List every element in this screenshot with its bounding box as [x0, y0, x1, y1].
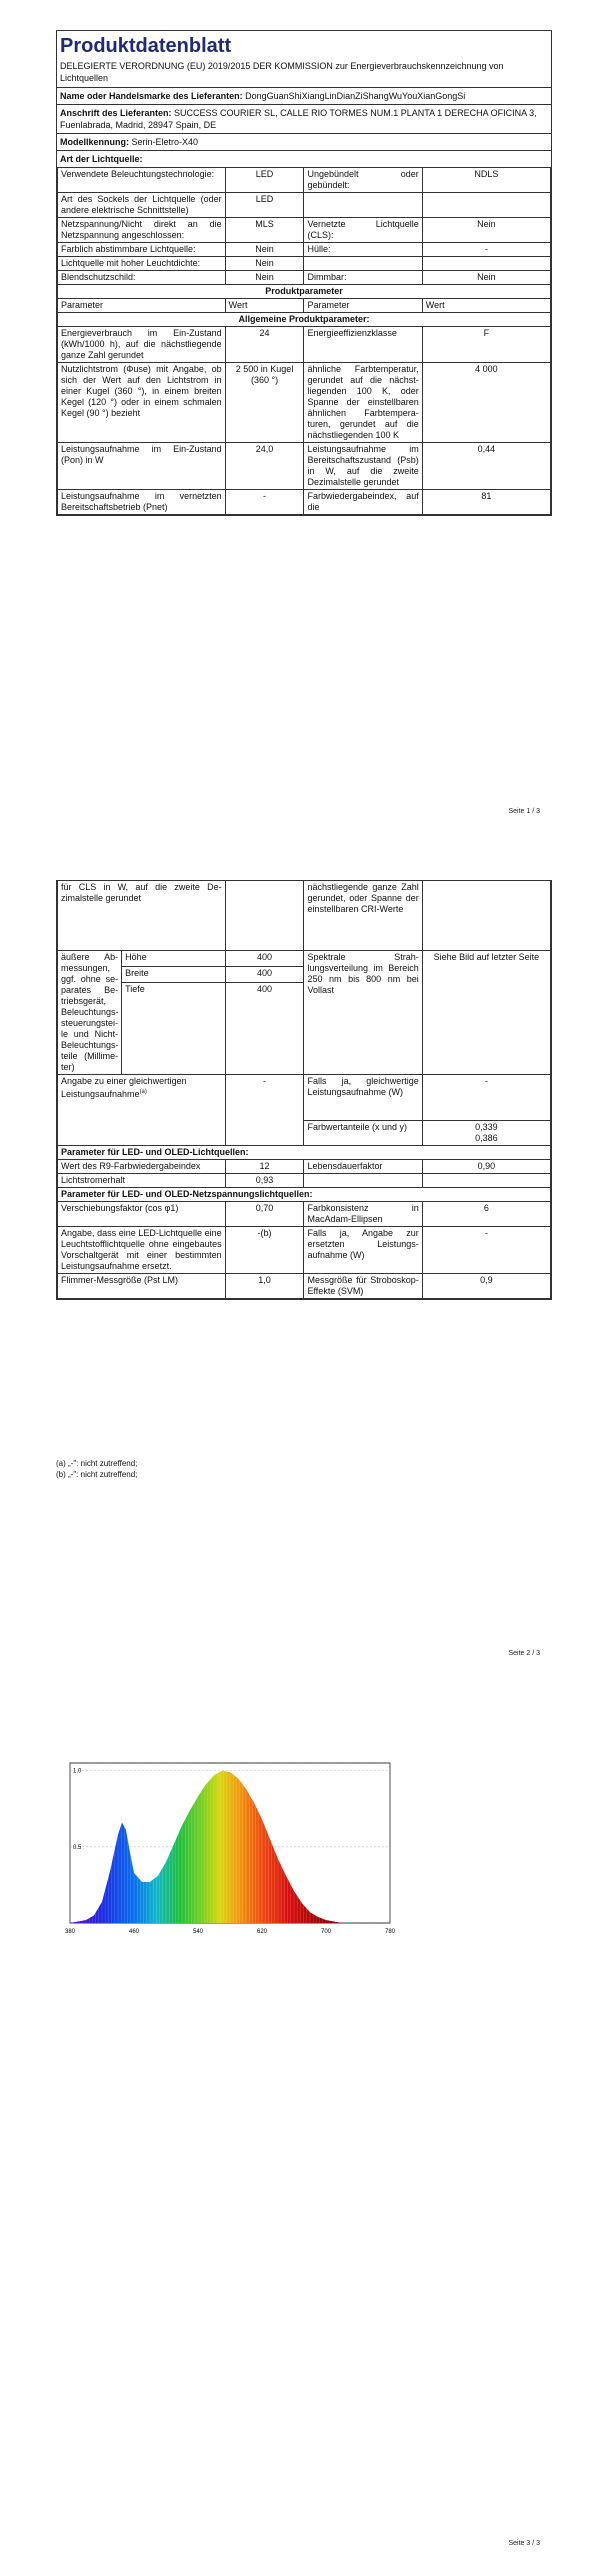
footnotes — [56, 1458, 137, 1480]
datasheet-frame-1 — [56, 30, 552, 516]
param-value: MLS — [225, 218, 304, 243]
supplier-name: DongGuanShiXiangLinDianZiShangWuYouXianGongSi — [245, 91, 466, 101]
x-tick-label: 460 — [128, 1929, 140, 1935]
param-label: Verschiebungsfaktor (cos φ1) — [58, 1202, 226, 1227]
table-row — [58, 490, 551, 515]
param-label: Farblich abstimmbare Lichtquelle: — [58, 243, 226, 257]
footnote-a: (a) „-": nicht zutreffend; — [56, 1459, 138, 1468]
x-tick-label: 620 — [256, 1929, 268, 1935]
table-row — [58, 1202, 551, 1227]
param-value: Nein — [422, 218, 550, 243]
param-label: Hülle: — [304, 243, 422, 257]
param-label: Messgröße für Stroboskop-Effekte (SVM) — [304, 1274, 422, 1299]
equivalent-power-row: Angabe zu einer gleichwertigen Leistungsaufnahme$^{(a)}$ - Falls ja, gleichwertige Leistungsaufnahme (W) - — [58, 1075, 551, 1121]
r9-row: Wert des R9-Farbwiedergabeindex 12 Lebensdauerfaktor 0,90 — [58, 1160, 551, 1174]
param-value: LED — [225, 168, 304, 193]
x-tick-label: 780 — [384, 1929, 396, 1935]
param-value: 1,0 — [225, 1274, 304, 1299]
param-label: ähnliche Farbtemperatur, gerundet auf die nächstliegenden 100 K, oder Spanne der einstellbaren ähnlichen Farbtemperaturen, gerundet auf die nächstliegenden 100 K — [304, 363, 422, 443]
page-1 — [0, 0, 604, 830]
led-params-heading: Parameter für LED- und OLED-Lichtquellen: — [58, 1146, 551, 1160]
param-value: Nein — [225, 243, 304, 257]
lumen-maintenance-row: Lichtstromerhalt 0,93 — [58, 1174, 551, 1188]
x-tick-label: 700 — [320, 1929, 332, 1935]
supplier-address-row: Anschrift des Lieferanten: SUCCESS COURIER SL, CALLE RIO TORMES NUM.1 PLANTA 1 DERECHA OFICINA 3, Fuenlabrada, Madrid, 28947 Spain, DE — [57, 104, 551, 133]
param-value: - — [422, 243, 550, 257]
param-value: F — [422, 327, 550, 363]
page-title: Produktdatenblatt — [60, 35, 232, 57]
param-label — [304, 193, 422, 218]
param-value: Nein — [422, 271, 550, 285]
column-headers-row: Parameter Wert Parameter Wert — [58, 299, 551, 313]
supplier-address: SUCCESS COURIER SL, CALLE RIO TORMES NUM.1 PLANTA 1 DERECHA OFICINA 3, Fuenlabrada, Madrid, 28947 Spain, DE — [60, 108, 537, 130]
param-label: Ungebündelt oder gebündelt: — [304, 168, 422, 193]
param-label: Verwendete Beleuchtungstechnologie: — [58, 168, 226, 193]
param-value: 0,44 — [422, 443, 550, 490]
table-row — [58, 257, 551, 271]
table-row — [58, 168, 551, 193]
param-value: 24,0 — [225, 443, 304, 490]
param-label: Leistungsaufnahme im vernetzten Bereitschaftsbetrieb (Pnet) — [58, 490, 226, 515]
param-label: Dimmbar: — [304, 271, 422, 285]
param-label — [304, 257, 422, 271]
param-label: Nutzlichtstrom (Φuse) mit Angabe, ob sich der Wert auf den Lichtstrom in einer Kugel (360 °), in einem breiten Kegel (120 °) oder in einem schmalen Kegel (90 °) bezieht — [58, 363, 226, 443]
table-row — [58, 443, 551, 490]
table-row — [58, 271, 551, 285]
param-value — [422, 257, 550, 271]
table-row — [58, 218, 551, 243]
model-row: Modellkennung: Serin-Eletro-X40 — [57, 133, 551, 150]
page-number: Seite 1 / 3 — [508, 808, 540, 815]
table-row — [58, 193, 551, 218]
param-label: Falls ja, Angabe zur ersetzten Leistungsaufnahme (W) — [304, 1227, 422, 1274]
param-label: Farbwiedergabeindex, auf die — [304, 490, 422, 515]
x-tick-label: 540 — [192, 1929, 204, 1935]
page-2 — [0, 880, 604, 1680]
param-value: 24 — [225, 327, 304, 363]
spectral-label: Spektrale Strahlungsverteilung im Bereich 250 nm bis 800 nm bei Vollast — [304, 951, 422, 1075]
param-label: Netzspannung/Nicht direkt an die Netzspannung angeschlossen: — [58, 218, 226, 243]
table-row — [58, 1227, 551, 1274]
datasheet-frame-2 — [56, 880, 552, 1300]
param-label: Flimmer-Messgröße (Pst LM) — [58, 1274, 226, 1299]
param-label: Energieeffizienzklasse — [304, 327, 422, 363]
supplier-name-row: Name oder Handelsmarke des Lieferanten: DongGuanShiXiangLinDianZiShangWuYouXianGongSi — [57, 87, 551, 104]
param-label: Vernetzte Lichtquelle (CLS): — [304, 218, 422, 243]
chromaticity-row: Farbwertanteile (x und y) 0,339 0,386 — [58, 1121, 551, 1146]
param-value: 81 — [422, 490, 550, 515]
product-params-heading: Produktparameter — [58, 285, 551, 299]
param-value: LED — [225, 193, 304, 218]
param-value: Nein — [225, 271, 304, 285]
page-3 — [0, 1700, 604, 2560]
param-value: 0,9 — [422, 1274, 550, 1299]
table-row — [58, 363, 551, 443]
table-row — [58, 327, 551, 363]
param-value: -(b) — [225, 1227, 304, 1274]
table-row — [58, 243, 551, 257]
param-value: Nein — [225, 257, 304, 271]
spectral-value: Siehe Bild auf letzter Seite — [422, 951, 550, 1075]
dimensions-label: äußere Abmessungen, ggf. ohne separates Betriebsgerät, Beleuchtungssteuerungsteile und Nicht-Beleuchtungsteile (Millimeter) — [58, 951, 122, 1075]
param-label: Farbkonsistenz in MacAdam-Ellipsen — [304, 1202, 422, 1227]
x-tick-label: 380 — [64, 1929, 76, 1935]
param-label: Lichtquelle mit hoher Leuchtdichte: — [58, 257, 226, 271]
param-value: 4 000 — [422, 363, 550, 443]
footnote-b: (b) „-": nicht zutreffend; — [56, 1470, 138, 1479]
param-value: - — [225, 490, 304, 515]
mains-led-params-heading: Parameter für LED- und OLED-Netzspannungslichtquellen: — [58, 1188, 551, 1202]
page-number: Seite 2 / 3 — [508, 1650, 540, 1657]
param-value: 0,70 — [225, 1202, 304, 1227]
page-number: Seite 3 / 3 — [508, 2540, 540, 2547]
y-tick-label: 0.5 — [73, 1844, 82, 1851]
param-value: 2 500 in Kugel (360 °) — [225, 363, 304, 443]
param-value: 6 — [422, 1202, 550, 1227]
param-label: Energieverbrauch im Ein-Zustand (kWh/1000 h), auf die nächstliegende ganze Zahl gerundet — [58, 327, 226, 363]
param-value: NDLS — [422, 168, 550, 193]
light-source-table — [57, 167, 551, 515]
model-id: Serin-Eletro-X40 — [131, 137, 199, 147]
y-tick-label: 1.0 — [73, 1768, 82, 1775]
param-label: Art des Sockels der Lichtquelle (oder andere elektrische Schnittstelle) — [58, 193, 226, 218]
table-row: für CLS in W, auf die zweite Dezimalstelle gerundet nächstliegende ganze Zahl gerundet, oder Spanne der einstellbaren CRI-Werte — [58, 881, 551, 951]
spectral-distribution-chart — [56, 1755, 396, 1940]
param-value — [422, 193, 550, 218]
param-value: - — [422, 1227, 550, 1274]
dimensions-row: äußere Abmessungen, ggf. ohne separates Betriebsgerät, Beleuchtungssteuerungsteile und Nicht-Beleuchtungsteile (Millimeter) Höhe 400 Spektrale Strahlungsverteilung im Bereich 250 nm bis 800 nm bei Vollast Siehe Bild auf letzter Seite — [58, 951, 551, 967]
param-label: Blendschutzschild: — [58, 271, 226, 285]
general-params-heading: Allgemeine Produktparameter: — [58, 313, 551, 327]
params-table-continued: für CLS in W, auf die zweite Dezimalstelle gerundet nächstliegende ganze Zahl gerundet, oder Spanne der einstellbaren CRI-Werte äußere Abmessungen, ggf. ohne separates Betriebsgerät, Beleuchtungssteuerungsteile und Nicht-Beleuchtungsteile (Millimeter) Höhe 400 Spektrale Strahlungsverteilung im Bereich 250 nm bis 800 nm bei Vollast Siehe Bild auf letzter Seite Breite 400 Tiefe 400 Angabe zu einer gleichwertigen Leistungsaufnahme$^{(a)}$ - Falls ja, gleichwertige Leistungsaufnahme (W) - Farbwertanteile (x und y) 0,339 0,386 Parameter für LED- und OLED-Lichtquellen: Wert des R9-Farbwiedergabeindex 12 Lebensdauerfaktor 0,90 Lichtstromerhalt 0,93 Parameter für LED- und OLED-Netzspannungslichtquellen: Verschiebungsfaktor (cos φ1) 0,70 Farbkonsistenz in MacAdam-Ellipsen 6 Angabe, dass eine LED-Lichtquelle eine Leuchtstofflichtquelle ohne eingebautes Vorschaltgerät mit einer bestimmten Leistungsaufnahme ersetzt. -(b) Falls ja, Angabe zur ersetzten Leistungsaufnahme (W) - Flimmer-Messgröße (Pst LM) 1,0 Messgröße für Stroboskop-Effekte (SVM) 0,9 — [57, 880, 551, 1299]
regulation-text: DELEGIERTE VERORDNUNG (EU) 2019/2015 DER KOMMISSION zur Energieverbrauchskennzeichnung von Lichtquellen — [60, 61, 504, 83]
param-label: Angabe, dass eine LED-Lichtquelle eine Leuchtstofflichtquelle ohne eingebautes Vorschaltgerät mit einer bestimmten Leistungsaufnahme ersetzt. — [58, 1227, 226, 1274]
param-label: Leistungsaufnahme im Bereitschaftszustand (Psb) in W, auf die zweite Dezimalstelle gerundet — [304, 443, 422, 490]
param-label: Leistungsaufnahme im Ein-Zustand (Pon) in W — [58, 443, 226, 490]
light-source-type-heading: Art der Lichtquelle: — [57, 150, 551, 167]
table-row — [58, 1274, 551, 1299]
